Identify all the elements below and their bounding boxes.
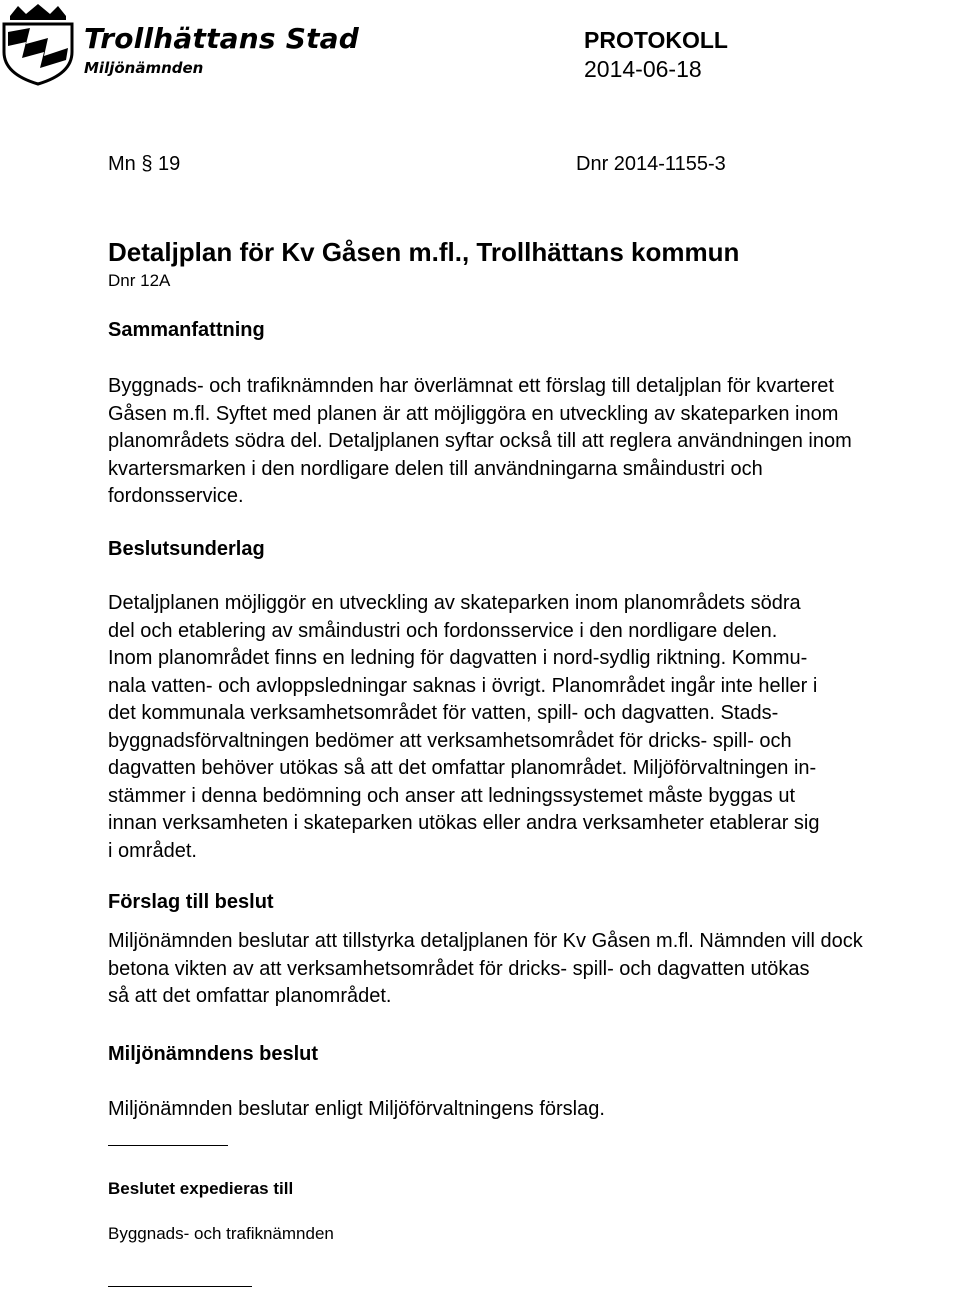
text-line: i området. <box>108 839 197 862</box>
heading-sammanfattning: Sammanfattning <box>108 319 265 341</box>
text-line: så att det omfattar planområdet. <box>108 985 392 1007</box>
municipal-crest-logo <box>0 2 76 86</box>
org-name: Trollhättans Stad <box>84 22 359 55</box>
text-line: Gåsen m.fl. Syftet med planen är att möjliggöra en utveckling av skateparken inom <box>108 402 839 425</box>
org-unit: Miljönämnden <box>84 59 204 77</box>
paragraph-sammanfattning <box>108 373 960 511</box>
text-line: innan verksamheten i skateparken utökas eller andra verksamheter etablerar sig <box>108 812 820 834</box>
text-line: byggnadsförvaltningen bedömer att verksamhetsområdet för dricks- spill- och <box>108 729 792 752</box>
text-line: stämmer i denna bedömning och anser att ledningssystemet måste byggas ut <box>108 784 796 807</box>
text-line: Byggnads- och trafiknämnden har överlämnat ett förslag till detaljplan för kvarteret <box>108 375 834 397</box>
paragraph-miljonamndens-beslut <box>108 1096 960 1124</box>
document-title: Detaljplan för Kv Gåsen m.fl., Trollhättans kommun <box>108 237 740 267</box>
sub-diary-number: Dnr 12A <box>108 271 171 290</box>
paragraph-beslutsunderlag <box>108 590 960 865</box>
text-line: del och etablering av småindustri och fordonsservice i den nordligare delen. <box>108 619 778 642</box>
text-line: betona vikten av att verksamhetsområdet för dricks- spill- och dagvatten utökas <box>108 957 810 980</box>
diary-number: Dnr 2014-1155-3 <box>576 153 726 175</box>
text-line: dagvatten behöver utökas så att det omfattar planområdet. Miljöförvaltningen in- <box>108 757 817 779</box>
heading-miljonamndens-beslut: Miljönämndens beslut <box>108 1043 319 1065</box>
text-line: Miljönämnden beslutar att tillstyrka detaljplanen för Kv Gåsen m.fl. Nämnden vill dock <box>108 930 863 952</box>
paragraph-forslag-till-beslut <box>108 928 960 1011</box>
text-line: kvartersmarken i den nordligare delen till användningarna småindustri och <box>108 457 763 480</box>
heading-beslutsunderlag: Beslutsunderlag <box>108 538 265 560</box>
heading-forslag-till-beslut: Förslag till beslut <box>108 891 274 913</box>
paragraph-number: Mn § 19 <box>108 153 181 175</box>
document-date: 2014-06-18 <box>584 56 702 82</box>
text-line: planområdets södra del. Detaljplanen syftar också till att reglera användningen inom <box>108 430 852 452</box>
text-line: nala vatten- och avloppsledningar saknas i övrigt. Planområdet ingår inte heller i <box>108 674 818 697</box>
distribution-label: Beslutet expedieras till <box>108 1179 294 1198</box>
text-line: det kommunala verksamhetsområdet för vatten, spill- och dagvatten. Stads- <box>108 702 779 724</box>
divider-line <box>108 1145 228 1146</box>
text-line: Inom planområdet finns en ledning för dagvatten i nord-sydlig riktning. Kommu- <box>108 647 808 669</box>
divider-line <box>108 1286 252 1287</box>
text-line: Miljönämnden beslutar enligt Miljöförvaltningens förslag. <box>108 1098 605 1120</box>
text-line: Detaljplanen möjliggör en utveckling av skateparken inom planområdets södra <box>108 592 801 614</box>
text-line: fordonsservice. <box>108 485 244 507</box>
distribution-recipient: Byggnads- och trafiknämnden <box>108 1224 334 1243</box>
document-type: PROTOKOLL <box>584 27 728 53</box>
